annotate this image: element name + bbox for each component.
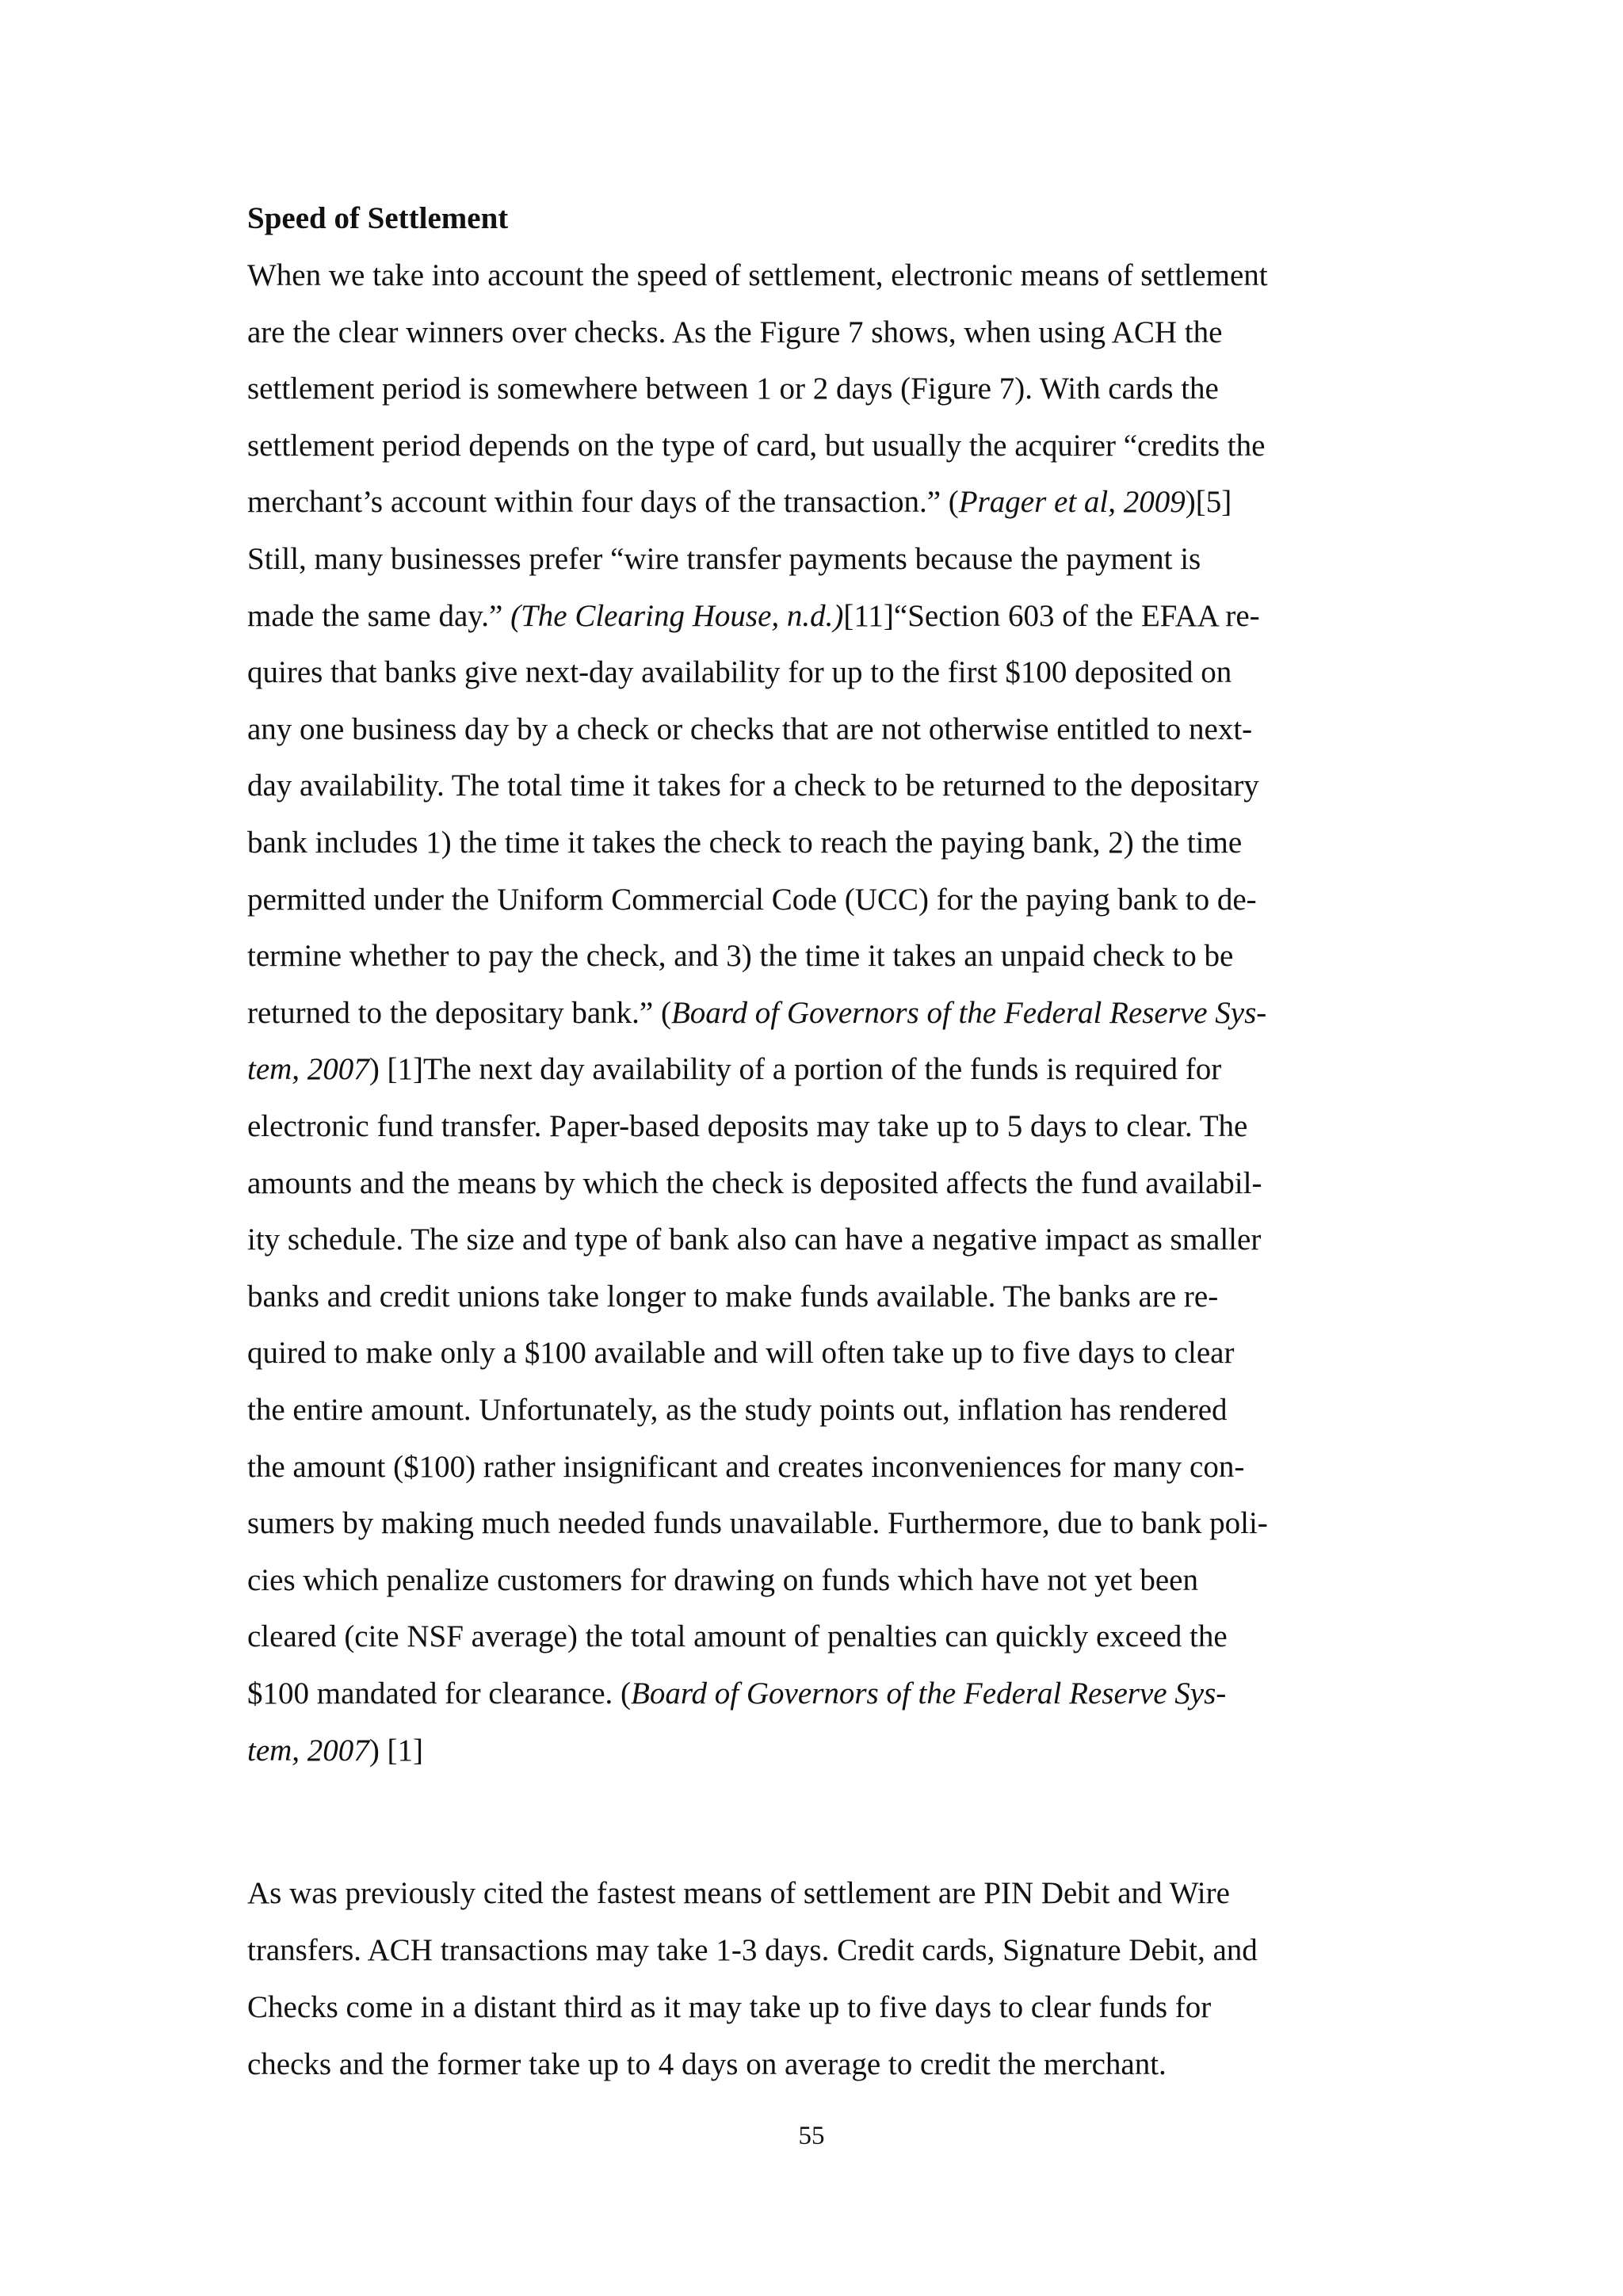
body-text: ) [1] [369,1733,424,1768]
body-text: returned to the depositary bank.” ( [247,995,671,1030]
body-text: ) [1]The next day availability of a portion of the funds is required for [369,1052,1222,1087]
citation-text: tem, 2007 [247,1733,369,1768]
text-line [247,1161,1341,1206]
body-text: electronic fund transfer. Paper-based deposits may take up to 5 days to clear. The [247,1109,1248,1143]
citation-text: (The Clearing House, n.d.) [510,598,844,633]
body-text: day availability. The total time it takes for a check to be returned to the depositary [247,769,1259,803]
citation-text: Board of Governors of the Federal Reserve Sys- [631,1676,1227,1711]
body-text: made the same day.” [247,598,511,633]
text-line [247,1615,1341,1659]
citation-text: Prager et al, 2009 [958,485,1186,520]
body-text: sumers by making much needed funds unavailable. Furthermore, due to bank poli- [247,1506,1268,1541]
body-text: settlement period is somewhere between 1 or 2 days (Figure 7). With cards the [247,372,1219,406]
text-line [247,1871,1341,1916]
body-text: banks and credit unions take longer to make funds available. The banks are re- [247,1279,1219,1314]
body-text: the amount ($100) rather insignificant and creates inconveniences for many con- [247,1449,1245,1484]
body-text: termine whether to pay the check, and 3) the time it takes an unpaid check to be [247,939,1234,974]
body-text: quires that banks give next-day availability for up to the first $100 deposited on [247,655,1232,690]
body-text: As was previously cited the fastest means of settlement are PIN Debit and Wire [247,1876,1230,1910]
text-line [247,1218,1341,1262]
text-line [247,311,1341,355]
body-text: amounts and the means by which the check is deposited affects the fund availabil- [247,1165,1262,1200]
text-line [247,367,1341,411]
text-line [247,1985,1341,2030]
text-line [247,878,1341,922]
body-text: Checks come in a distant third as it may take up to five days to clear funds for [247,1990,1212,2024]
body-text: ity schedule. The size and type of bank also can have a negative impact as smaller [247,1222,1262,1257]
text-line [247,1388,1341,1432]
text-line [247,991,1341,1035]
body-text: settlement period depends on the type of card, but usually the acquirer “credits the [247,428,1266,463]
text-line [247,254,1341,298]
text-line [247,1275,1341,1319]
text-line [247,707,1341,752]
body-text: checks and the former take up to 4 days on average to credit the merchant. [247,2047,1167,2081]
body-text: are the clear winners over checks. As the Figure 7 shows, when using ACH the [247,315,1223,349]
citation-text: Board of Governors of the Federal Reserve Sys- [670,995,1267,1030]
text-line [247,1331,1341,1375]
section-heading: Speed of Settlement [247,201,509,235]
citation-text: tem, 2007 [247,1052,369,1087]
text-line [247,537,1341,582]
body-text: [11]“Section 603 of the EFAA re- [843,598,1260,633]
text-line [247,1501,1341,1546]
text-line [247,934,1341,978]
text-line [247,480,1341,524]
text-line [247,821,1341,865]
body-text: any one business day by a check or checks that are not otherwise entitled to next- [247,711,1253,746]
body-text: the entire amount. Unfortunately, as the study points out, inflation has rendered [247,1393,1228,1427]
body-text: transfers. ACH transactions may take 1-3 days. Credit cards, Signature Debit, and [247,1933,1258,1967]
text-line [247,650,1341,695]
body-text: $100 mandated for clearance. ( [247,1676,631,1711]
body-text: Still, many businesses prefer “wire transfer payments because the payment is [247,542,1201,576]
body-text: quired to make only a $100 available and will often take up to five days to clear [247,1336,1235,1371]
text-line [247,1104,1341,1149]
text-line [247,1729,1341,1773]
text-line [247,1445,1341,1489]
page-number: 55 [798,2122,825,2150]
text-line [247,594,1341,639]
text-line [247,424,1341,468]
text-line [247,1672,1341,1716]
body-text: )[5] [1185,485,1232,520]
body-text: When we take into account the speed of settlement, electronic means of settlement [247,258,1268,292]
text-line [247,1928,1341,1973]
body-text: cleared (cite NSF average) the total amount of penalties can quickly exceed the [247,1619,1228,1654]
text-line [247,1558,1341,1603]
text-line [247,1047,1341,1092]
body-text: cies which penalize customers for drawing on funds which have not yet been [247,1562,1198,1597]
text-line [247,764,1341,808]
body-text: bank includes 1) the time it takes the check to reach the paying bank, 2) the time [247,826,1243,860]
body-text: permitted under the Uniform Commercial Code (UCC) for the paying bank to de- [247,882,1257,917]
body-text: merchant’s account within four days of the transaction.” ( [247,485,959,520]
text-line [247,2042,1341,2087]
